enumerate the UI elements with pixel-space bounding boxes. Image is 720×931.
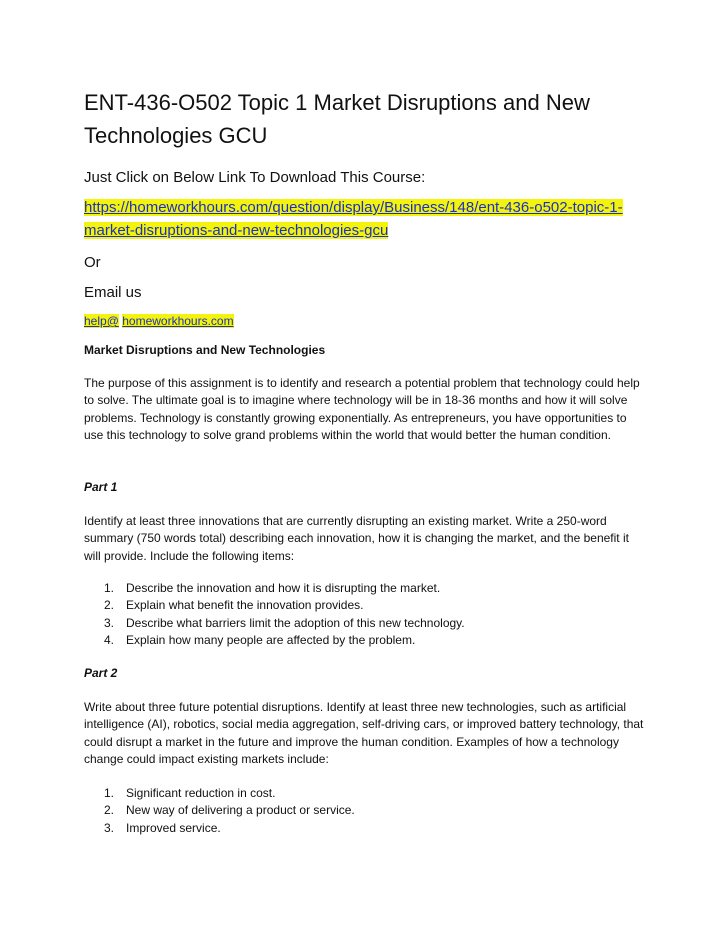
list-item	[104, 785, 634, 802]
part1-paragraph: Identify at least three innovations that are currently disrupting an existing market. Write a 250-word summary (750 words total) describing each innovation, how it is changing the market, and the benefit it will provide. Include the following items:	[84, 514, 629, 563]
page-title: ENT-436-O502 Topic 1 Market Disruptions and New Technologies GCU	[84, 90, 590, 148]
section-title: Market Disruptions and New Technologies	[84, 343, 326, 357]
list-number: 2.	[104, 598, 115, 613]
list-text: Explain how many people are affected by the problem.	[126, 632, 416, 647]
part1-list	[104, 580, 634, 649]
email-label: Email us	[84, 284, 142, 301]
email-domain-link[interactable]: homeworkhours.com	[122, 314, 234, 328]
list-item	[104, 802, 634, 819]
list-number: 4.	[104, 632, 115, 647]
download-link-paragraph	[84, 196, 649, 242]
list-text: Significant reduction in cost.	[126, 786, 276, 800]
list-text: Describe what barriers limit the adoption of this new technology.	[126, 615, 465, 630]
list-text: Explain what benefit the innovation provides.	[126, 598, 364, 613]
list-number: 3.	[104, 820, 115, 835]
part2-paragraph: Write about three future potential disruptions. Identify at least three new technologies, such as artificial intelligence (AI), robotics, social media aggregation, self-driving cars, or improved battery technology, that could disrupt a market in the future and improve the human condition. Examples of how a technology change could impact existing markets include:	[84, 700, 644, 766]
list-item	[104, 580, 634, 597]
list-item	[104, 615, 634, 632]
download-link[interactable]: https://homeworkhours.com/question/display/Business/148/ent-436-o502-topic-1-market-disruptions-and-new-technologies-gcu	[84, 199, 623, 239]
part2-heading: Part 2	[84, 666, 118, 680]
list-number: 3.	[104, 615, 115, 630]
list-item	[104, 820, 634, 837]
list-number: 2.	[104, 803, 115, 818]
list-item	[104, 597, 634, 614]
list-text: Improved service.	[126, 820, 221, 835]
part1-heading: Part 1	[84, 480, 118, 494]
part2-list	[104, 785, 634, 837]
list-number: 1.	[104, 581, 115, 595]
list-number: 1.	[104, 786, 115, 800]
list-text: New way of delivering a product or service.	[126, 803, 355, 818]
email-prefix[interactable]: help@	[84, 314, 119, 328]
download-instruction: Just Click on Below Link To Download This Course:	[84, 169, 426, 186]
list-text: Describe the innovation and how it is disrupting the market.	[126, 581, 441, 595]
email-address	[84, 314, 234, 328]
or-text: Or	[84, 254, 101, 271]
list-item	[104, 632, 634, 649]
intro-paragraph: The purpose of this assignment is to identify and research a potential problem that technology could help to solve. The ultimate goal is to imagine where technology will be in 18-36 months and how it will solve problems. Technology is constantly growing exponentially. As entrepreneurs, you have opportunities to use this technology to solve grand problems within the world that would better the human condition.	[84, 376, 640, 442]
